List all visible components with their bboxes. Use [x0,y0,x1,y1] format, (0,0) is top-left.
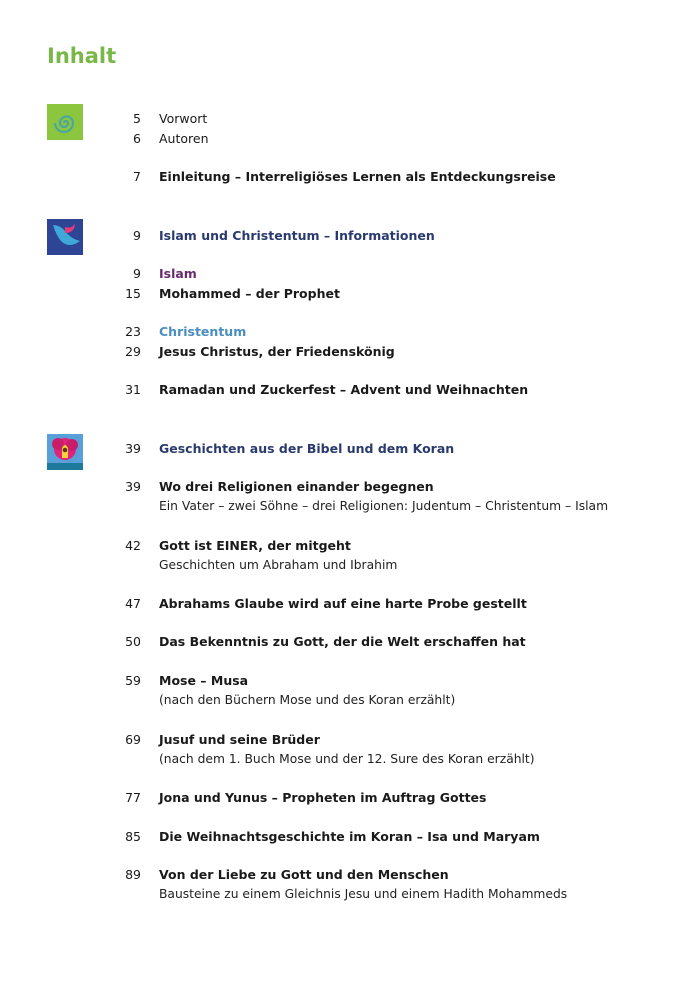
page-number: 7 [133,169,141,184]
page-number: 85 [125,829,141,844]
page-number: 31 [125,382,141,397]
page-number: 29 [125,344,141,359]
entry-title: Wo drei Religionen einander begegnen [159,479,434,494]
page-number: 47 [125,596,141,611]
page-title: Inhalt [47,44,117,68]
entry-title: Mose – Musa [159,673,249,688]
entry-title: Gott ist EINER, der mitgeht [159,538,351,553]
entry-title: Autoren [159,131,209,146]
page-number: 69 [125,732,141,747]
section-title: Geschichten aus der Bibel und dem Koran [159,441,455,456]
entry-title: Abrahams Glaube wird auf eine harte Probe gestellt [159,596,527,611]
entry-subtitle: Bausteine zu einem Gleichnis Jesu und einem Hadith Mohammeds [159,886,568,901]
entry-title: Jesus Christus, der Friedenskönig [159,344,395,359]
page-number: 6 [133,131,141,146]
entry-title: Jona und Yunus – Propheten im Auftrag Gottes [159,790,487,805]
section-title: Islam und Christentum – Informationen [159,228,435,243]
page-number: 15 [125,286,141,301]
subsection-title: Islam [159,266,197,281]
entry-subtitle: Ein Vater – zwei Söhne – drei Religionen: Judentum – Christentum – Islam [159,498,609,513]
entry-title: Jusuf und seine Brüder [159,732,320,747]
page-number: 5 [133,111,141,126]
page-number: 59 [125,673,141,688]
entry-title: Vorwort [159,111,208,126]
page-number: 9 [133,266,141,281]
entry-title: Die Weihnachtsgeschichte im Koran – Isa und Maryam [159,829,540,844]
page-number: 39 [125,441,141,456]
entry-subtitle: (nach dem 1. Buch Mose und der 12. Sure des Koran erzählt) [159,751,535,766]
page-number: 50 [125,634,141,649]
entry-title: Einleitung – Interreligiöses Lernen als Entdeckungsreise [159,169,556,184]
page-number: 42 [125,538,141,553]
entry-title: Mohammed – der Prophet [159,286,340,301]
page-number: 89 [125,867,141,882]
page-number: 23 [125,324,141,339]
entry-title: Das Bekenntnis zu Gott, der die Welt erschaffen hat [159,634,526,649]
page-number: 77 [125,790,141,805]
page-number: 39 [125,479,141,494]
entry-subtitle: (nach den Büchern Mose und des Koran erzählt) [159,692,456,707]
page-number: 9 [133,228,141,243]
entry-subtitle: Geschichten um Abraham und Ibrahim [159,557,398,572]
subsection-title: Christentum [159,324,247,339]
entry-title: Von der Liebe zu Gott und den Menschen [159,867,449,882]
entry-title: Ramadan und Zuckerfest – Advent und Weihnachten [159,382,529,397]
